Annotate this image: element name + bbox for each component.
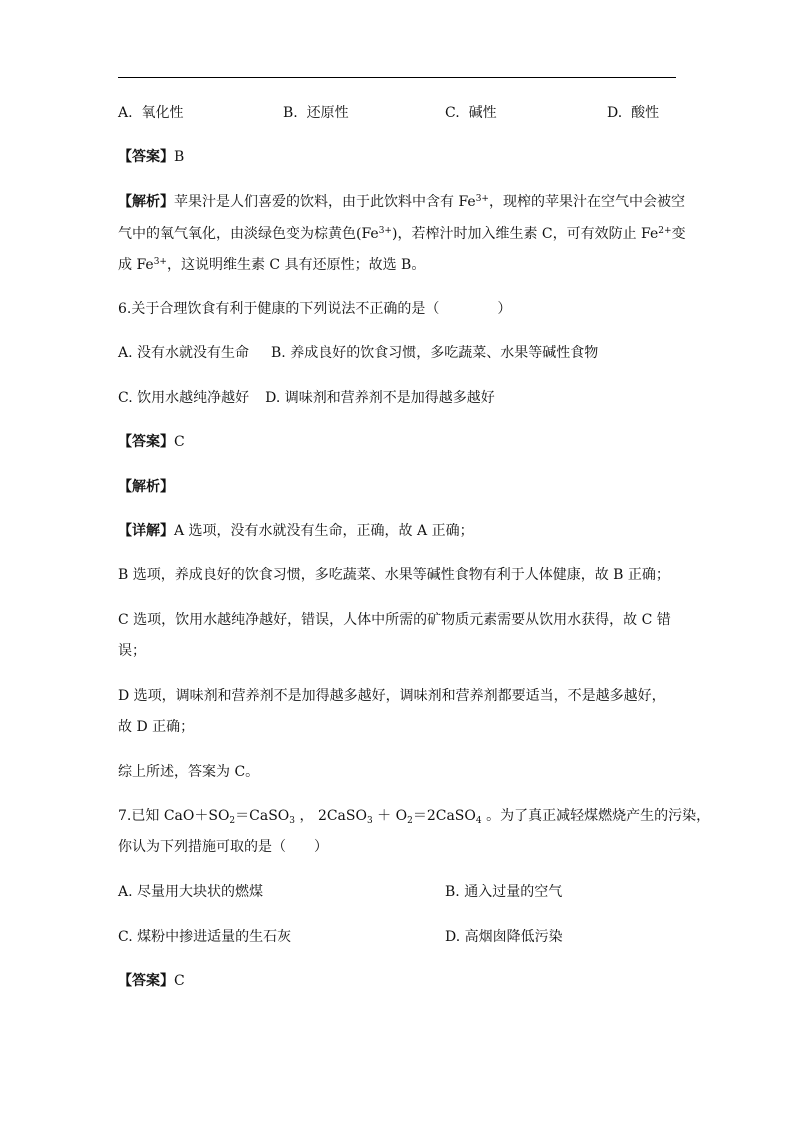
option-letter: C. <box>445 105 460 121</box>
analysis-text: )，若榨汁时加入维生素 C，可有效防止 Fe <box>391 226 659 242</box>
analysis-text: 成 Fe <box>118 257 154 273</box>
subscript: 3 <box>366 816 373 826</box>
q6-detail-c-2 <box>118 641 678 661</box>
question-stem-close: ） <box>497 301 512 317</box>
question-stem: 6.关于合理饮食有利于健康的下列说法不正确的是（ <box>118 301 440 317</box>
answer-value: C <box>174 434 185 450</box>
ion-charge: 3+ <box>475 194 489 204</box>
q5-option-d <box>607 103 659 123</box>
equation-2 <box>318 808 482 824</box>
answer-value: B <box>174 149 185 165</box>
ion-charge: 3+ <box>378 226 392 236</box>
q7-stem-line-1: 7.已知 $CaO+SO_2=CaSO_3$ ， 2CaSO$_3$ ＋ $O_2=2CaSO_4$ 。为了真正减轻煤燃烧产生的污染， <box>118 808 711 826</box>
ion-charge: 2+ <box>658 226 672 236</box>
q6-analysis <box>118 477 678 497</box>
q6-detail-d-1 <box>118 686 678 706</box>
q6-options-row-1 <box>118 343 678 363</box>
detail-text: D 选项，调味剂和营养剂不是加得越多越好，调味剂和营养剂都要适当，不是越多越好， <box>118 688 666 704</box>
analysis-text: ，这说明维生素 C 具有还原性；故选 B。 <box>166 257 426 273</box>
option-text: 氧化性 <box>141 105 184 121</box>
q7-option-c <box>118 927 291 947</box>
q6-option-c: C. 饮用水越纯净越好 <box>118 390 250 406</box>
subscript: 2 <box>229 816 236 826</box>
q7-stem-line-2 <box>118 837 678 857</box>
detail-tag: 【详解】 <box>118 523 174 539</box>
detail-text: 误； <box>118 643 146 659</box>
subscript: 4 <box>475 816 482 826</box>
q6-option-b: B. 养成良好的饮食习惯，多吃蔬菜、水果等碱性食物 <box>271 345 599 361</box>
question-stem: 。为了真正减轻煤燃烧产生的污染， <box>486 808 711 824</box>
option-text: 酸性 <box>631 105 660 121</box>
analysis-tag: 【解析】 <box>118 479 174 495</box>
q6-answer <box>118 432 678 452</box>
detail-text: 故 D 正确； <box>118 719 195 735</box>
detail-text: B 选项，养成良好的饮食习惯，多吃蔬菜、水果等碱性食物有利于人体健康，故 B 正确； <box>118 567 670 583</box>
option-text: 碱性 <box>468 105 497 121</box>
option-text: 还原性 <box>306 105 349 121</box>
q6-options-row-2 <box>118 388 678 408</box>
q7-answer <box>118 971 678 991</box>
q5-option-c <box>445 103 497 123</box>
q5-analysis-line-2 <box>118 224 686 244</box>
equation-part: CaO＋SO <box>163 808 230 824</box>
analysis-text: ，现榨的苹果汁在空气中会被空 <box>488 194 685 210</box>
q5-option-b <box>283 103 349 123</box>
answer-value: C <box>174 973 185 989</box>
q6-option-a: A. 没有水就没有生命 <box>118 345 250 361</box>
option-letter: A. <box>118 105 133 121</box>
subscript: 2 <box>407 816 413 826</box>
q5-analysis-line-3 <box>118 255 678 275</box>
equation-part: ＋ O <box>372 808 408 824</box>
analysis-text: 变 <box>671 226 686 242</box>
q6-option-d: D. 调味剂和营养剂不是加得越多越好 <box>265 390 495 406</box>
option-letter: D. <box>607 105 623 121</box>
answer-tag: 【答案】 <box>118 149 174 165</box>
answer-tag: 【答案】 <box>118 434 174 450</box>
q5-option-a <box>118 103 183 123</box>
subscript: 3 <box>289 816 296 826</box>
equation-part: 2CaSO <box>317 808 367 824</box>
q6-detail-b <box>118 565 678 585</box>
q5-answer <box>118 147 678 167</box>
equation-part: ＝CaSO <box>235 808 290 824</box>
q6-detail-a <box>118 521 678 541</box>
question-stem: 你认为下列措施可取的是（ ） <box>118 839 328 855</box>
option-text: C. 煤粉中掺进适量的生石灰 <box>118 929 292 945</box>
ion-charge: 3+ <box>153 257 167 267</box>
equation-1 <box>164 808 295 824</box>
analysis-text: 气中的氧气氧化，由淡绿色变为棕黄色(Fe <box>118 226 379 242</box>
header-rule <box>118 77 676 78</box>
q7-option-d <box>445 927 563 947</box>
question-stem: 7.已知 <box>118 808 164 824</box>
q6-summary <box>118 762 678 782</box>
q7-option-b <box>445 882 562 902</box>
detail-text: C 选项，饮用水越纯净越好，错误，人体中所需的矿物质元素需要从饮用水获得，故 C 错 <box>118 612 671 628</box>
summary-text: 综上所述，答案为 C。 <box>118 764 260 780</box>
answer-tag: 【答案】 <box>118 973 174 989</box>
q5-analysis-line-1 <box>118 192 685 212</box>
equation-part: ＝2CaSO <box>412 808 476 824</box>
analysis-tag: 【解析】 <box>118 194 174 210</box>
q6-detail-c-1 <box>118 610 678 630</box>
q7-option-a <box>118 882 263 902</box>
option-letter: B. <box>283 105 298 121</box>
option-text: D. 高烟囱降低污染 <box>445 929 563 945</box>
analysis-text: 苹果汁是人们喜爱的饮料，由于此饮料中含有 Fe <box>174 194 476 210</box>
option-text: A. 尽量用大块状的燃煤 <box>118 884 264 900</box>
detail-text: A 选项，没有水就没有生命，正确，故 A 正确； <box>174 523 474 539</box>
q6-detail-d-2 <box>118 717 678 737</box>
option-text: B. 通入过量的空气 <box>445 884 563 900</box>
q6-stem <box>118 299 678 319</box>
